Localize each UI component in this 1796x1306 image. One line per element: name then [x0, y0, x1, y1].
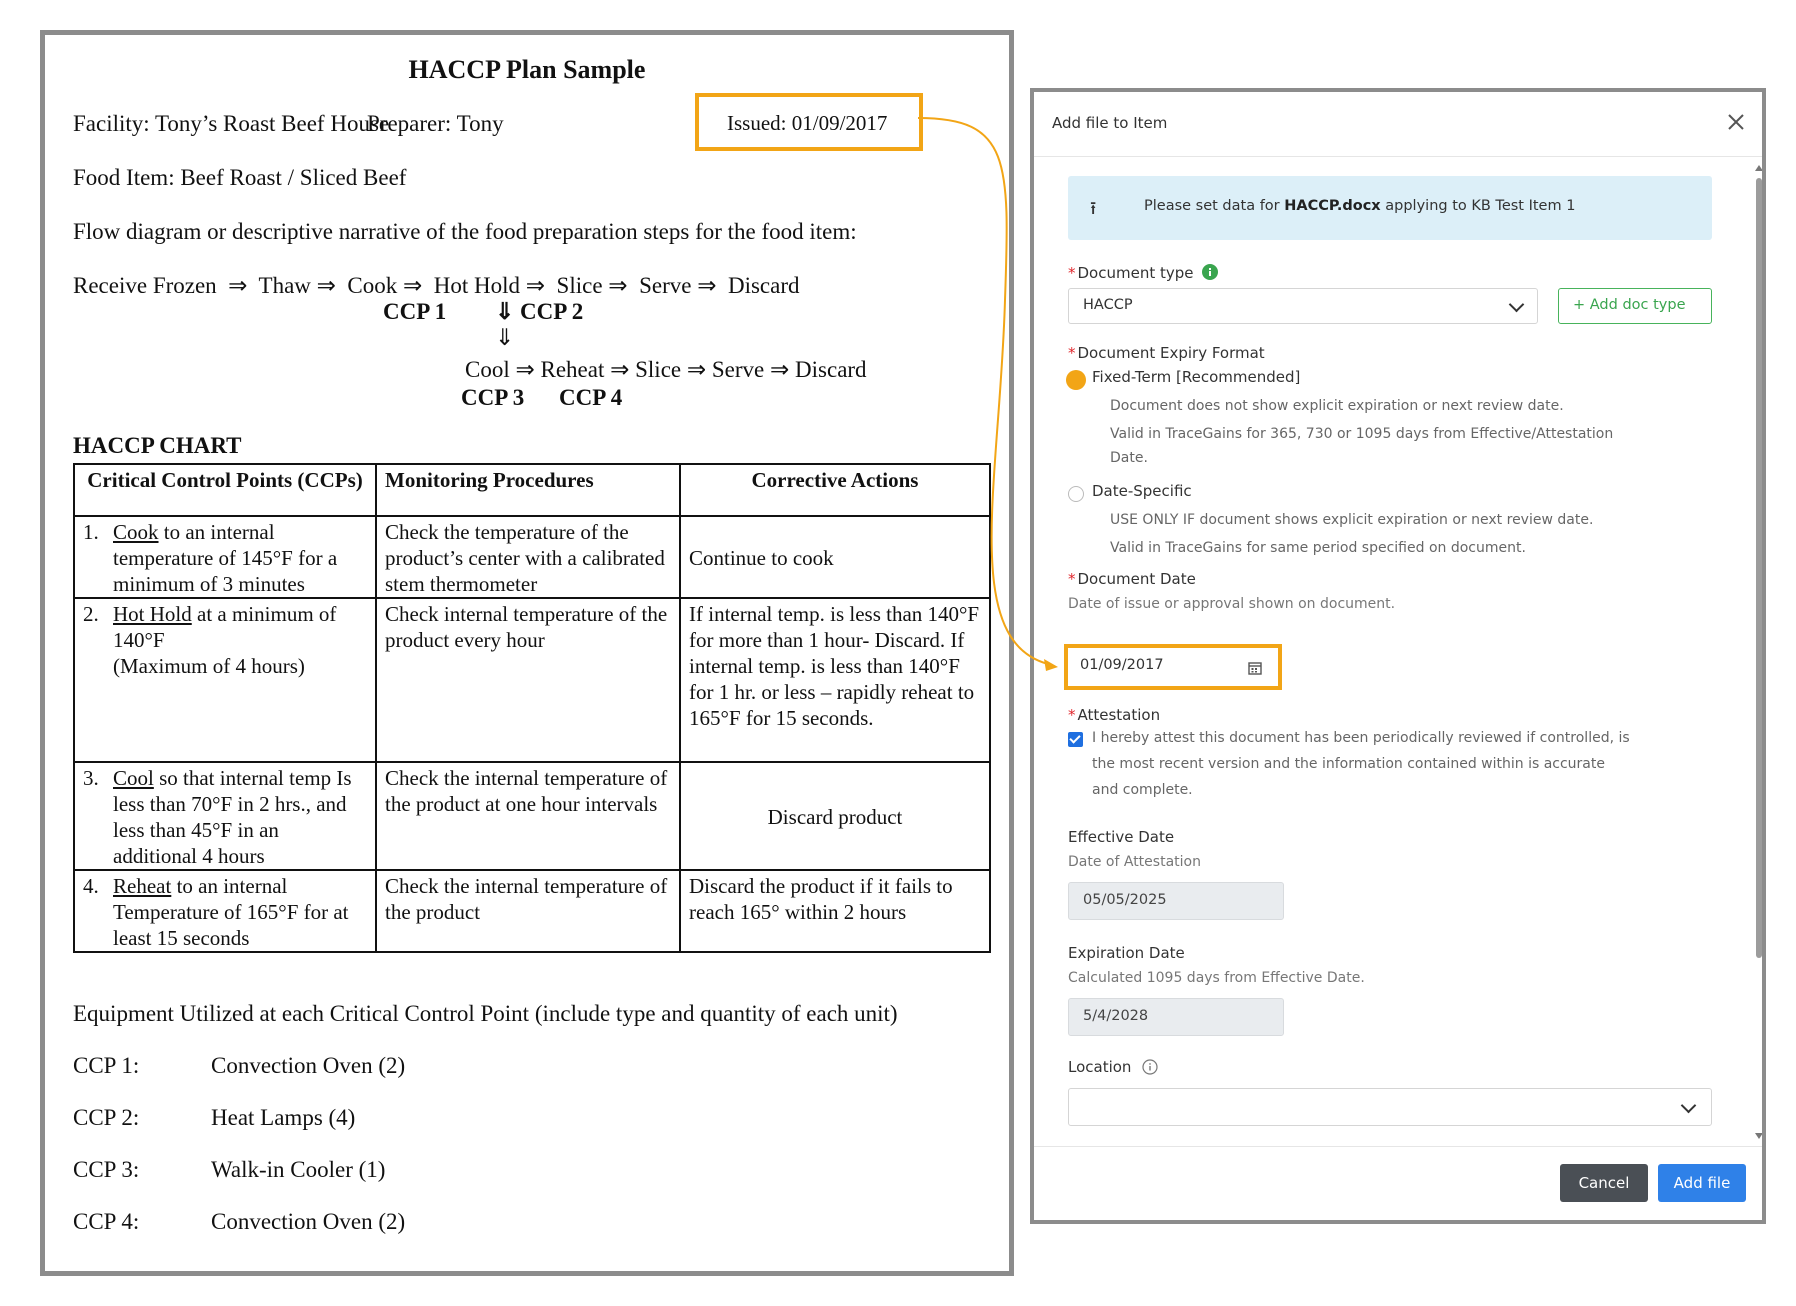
ccp-cell	[74, 762, 376, 870]
equipment-ccp-label: CCP 1:	[73, 1053, 140, 1078]
location-select[interactable]	[1068, 1088, 1712, 1126]
equipment-item: Heat Lamps (4)	[211, 1105, 356, 1130]
scrollbar-thumb[interactable]	[1756, 178, 1762, 958]
flow-row-1: Receive Frozen ⇒ Thaw ⇒ Cook ⇒ Hot Hold ⇒ Slice ⇒ Serve ⇒ Discard	[73, 273, 800, 298]
table-row	[74, 762, 990, 870]
calendar-icon[interactable]	[1248, 661, 1262, 675]
facility-line: Facility: Tony’s Roast Beef House	[73, 111, 390, 136]
ccp-keyword: Cool	[113, 766, 154, 790]
flow-ccp2: ⇓ CCP 2	[495, 299, 584, 324]
date-specific-label[interactable]: Date-Specific	[1092, 482, 1192, 500]
info-icon	[1202, 264, 1218, 280]
table-row	[74, 870, 990, 952]
date-specific-desc: Valid in TraceGains for same period specified on document.	[1110, 540, 1526, 556]
preparer-line: Preparer: Tony	[367, 111, 504, 136]
ccp-cell	[74, 516, 376, 598]
ccp-number: 4.	[83, 874, 99, 898]
monitoring-cell: Check internal temperature of the product every hour	[376, 598, 680, 762]
table-row	[74, 598, 990, 762]
corrective-cell: If internal temp. is less than 140°F for more than 1 hour- Discard. If internal temp. is less than 140°F for 1 hr. or less – rapidly reheat to 165°F for 15 seconds.	[680, 598, 990, 762]
monitoring-cell: Check the internal temperature of the product at one hour intervals	[376, 762, 680, 870]
flow-ccp4: CCP 4	[559, 385, 623, 410]
document-type-value: HACCP	[1083, 297, 1133, 313]
fixed-term-desc: Date.	[1110, 450, 1148, 466]
equipment-item: Convection Oven (2)	[211, 1209, 406, 1234]
ccp-cell	[74, 598, 376, 762]
ccp-keyword: Reheat	[113, 874, 172, 898]
attestation-text: the most recent version and the information contained within is accurate	[1092, 756, 1605, 772]
equipment-item: Walk-in Cooler (1)	[211, 1157, 386, 1182]
close-icon	[1722, 108, 1750, 136]
food-item-line: Food Item: Beef Roast / Sliced Beef	[73, 165, 407, 190]
ccp-number: 2.	[83, 602, 99, 626]
flow-ccp3: CCP 3	[461, 385, 525, 410]
equipment-ccp-label: CCP 2:	[73, 1105, 140, 1130]
table-row	[74, 516, 990, 598]
fixed-term-label[interactable]: Fixed-Term [Recommended]	[1092, 368, 1301, 386]
expiration-date-label: Expiration Date	[1068, 944, 1185, 962]
ccp-text: to an internal temperature of 145°F for a minimum of 3 minutes	[113, 520, 338, 596]
ccp-keyword: Cook	[113, 520, 159, 544]
corrective-cell: Discard the product if it fails to reach 165° within 2 hours	[680, 870, 990, 952]
corrective-cell: Discard product	[680, 762, 990, 870]
equipment-item: Convection Oven (2)	[211, 1053, 406, 1078]
location-label: Location	[1068, 1058, 1158, 1076]
footer-divider	[1034, 1146, 1762, 1147]
chevron-down-icon	[1509, 297, 1525, 313]
scroll-up-icon[interactable]	[1754, 164, 1764, 172]
document-title: HACCP Plan Sample	[408, 55, 646, 84]
expiration-date-field: 5/4/2028	[1068, 998, 1284, 1036]
upload-icon: ⭱	[1090, 198, 1097, 219]
expiry-format-label: * Document Expiry Format	[1068, 344, 1265, 362]
equipment-intro: Equipment Utilized at each Critical Control Point (include type and quantity of each unit)	[73, 1001, 898, 1026]
date-specific-radio[interactable]	[1068, 486, 1084, 502]
equipment-ccp-label: CCP 4:	[73, 1209, 140, 1234]
flow-intro: Flow diagram or descriptive narrative of the food preparation steps for the food item:	[73, 219, 857, 244]
header-divider	[1034, 156, 1762, 157]
monitoring-cell: Check the temperature of the product’s center with a calibrated stem thermometer	[376, 516, 680, 598]
flow-down-arrow: ⇓	[495, 325, 515, 350]
attestation-checkbox[interactable]	[1068, 732, 1083, 747]
ccp-text: so that internal temp Is less than 70°F in 2 hrs., and less than 45°F in an additional 4 hours	[113, 766, 352, 868]
scroll-down-icon[interactable]	[1754, 1132, 1764, 1140]
ccp-number: 1.	[83, 520, 99, 544]
flow-ccp1: CCP 1	[383, 299, 447, 324]
chevron-down-icon	[1681, 1098, 1697, 1114]
dialog-title: Add file to Item	[1052, 114, 1168, 132]
header-monitoring: Monitoring Procedures	[376, 464, 680, 516]
ccp-keyword: Hot Hold	[113, 602, 192, 626]
ccp-text: to an internal Temperature of 165°F for at least 15 seconds	[113, 874, 349, 950]
haccp-chart-table	[73, 463, 991, 953]
attestation-label: * Attestation	[1068, 706, 1161, 724]
document-date-value: 01/09/2017	[1080, 657, 1164, 673]
issued-date: Issued: 01/09/2017	[727, 111, 888, 135]
effective-date-hint: Date of Attestation	[1068, 854, 1201, 870]
effective-date-field: 05/05/2025	[1068, 882, 1284, 920]
add-file-button[interactable]: Add file	[1658, 1164, 1746, 1202]
monitoring-cell: Check the internal temperature of the product	[376, 870, 680, 952]
cancel-button[interactable]: Cancel	[1560, 1164, 1648, 1202]
close-button[interactable]	[1722, 108, 1750, 136]
document-date-input[interactable]	[1064, 644, 1282, 690]
table-header-row	[74, 464, 990, 516]
ccp-cell	[74, 870, 376, 952]
header-corrective: Corrective Actions	[680, 464, 990, 516]
document-type-label: * Document type	[1068, 264, 1218, 282]
document-type-select[interactable]	[1068, 288, 1538, 324]
chart-heading: HACCP CHART	[73, 433, 242, 458]
fixed-term-desc: Valid in TraceGains for 365, 730 or 1095 days from Effective/Attestation	[1110, 426, 1614, 442]
info-banner	[1068, 176, 1712, 240]
fixed-term-desc: Document does not show explicit expiration or next review date.	[1110, 398, 1564, 414]
corrective-cell: Continue to cook	[680, 516, 990, 598]
attestation-text: and complete.	[1092, 782, 1193, 798]
banner-message: Please set data for HACCP.docx applying to KB Test Item 1	[1144, 198, 1576, 214]
add-file-dialog	[1030, 88, 1766, 1224]
effective-date-label: Effective Date	[1068, 828, 1175, 846]
info-icon	[1142, 1059, 1158, 1075]
equipment-ccp-label: CCP 3:	[73, 1157, 140, 1182]
ccp-number: 3.	[83, 766, 99, 790]
flow-row-2: Cool ⇒ Reheat ⇒ Slice ⇒ Serve ⇒ Discard	[465, 357, 867, 382]
document-date-hint: Date of issue or approval shown on document.	[1068, 596, 1396, 612]
fixed-term-radio[interactable]	[1066, 370, 1086, 390]
haccp-document	[40, 30, 1014, 1276]
ccp-text: at a minimum of 140°F	[113, 602, 337, 652]
add-doc-type-button[interactable]: + Add doc type	[1558, 288, 1712, 324]
attestation-text: I hereby attest this document has been periodically reviewed if controlled, is	[1092, 730, 1630, 746]
ccp-extra: (Maximum of 4 hours)	[113, 654, 305, 678]
header-ccp: Critical Control Points (CCPs)	[74, 464, 376, 516]
banner-filename: HACCP.docx	[1284, 198, 1381, 214]
date-specific-desc: USE ONLY IF document shows explicit expiration or next review date.	[1110, 512, 1594, 528]
document-date-label: * Document Date	[1068, 570, 1196, 588]
expiration-date-hint: Calculated 1095 days from Effective Date.	[1068, 970, 1365, 986]
issued-highlight	[695, 93, 923, 151]
